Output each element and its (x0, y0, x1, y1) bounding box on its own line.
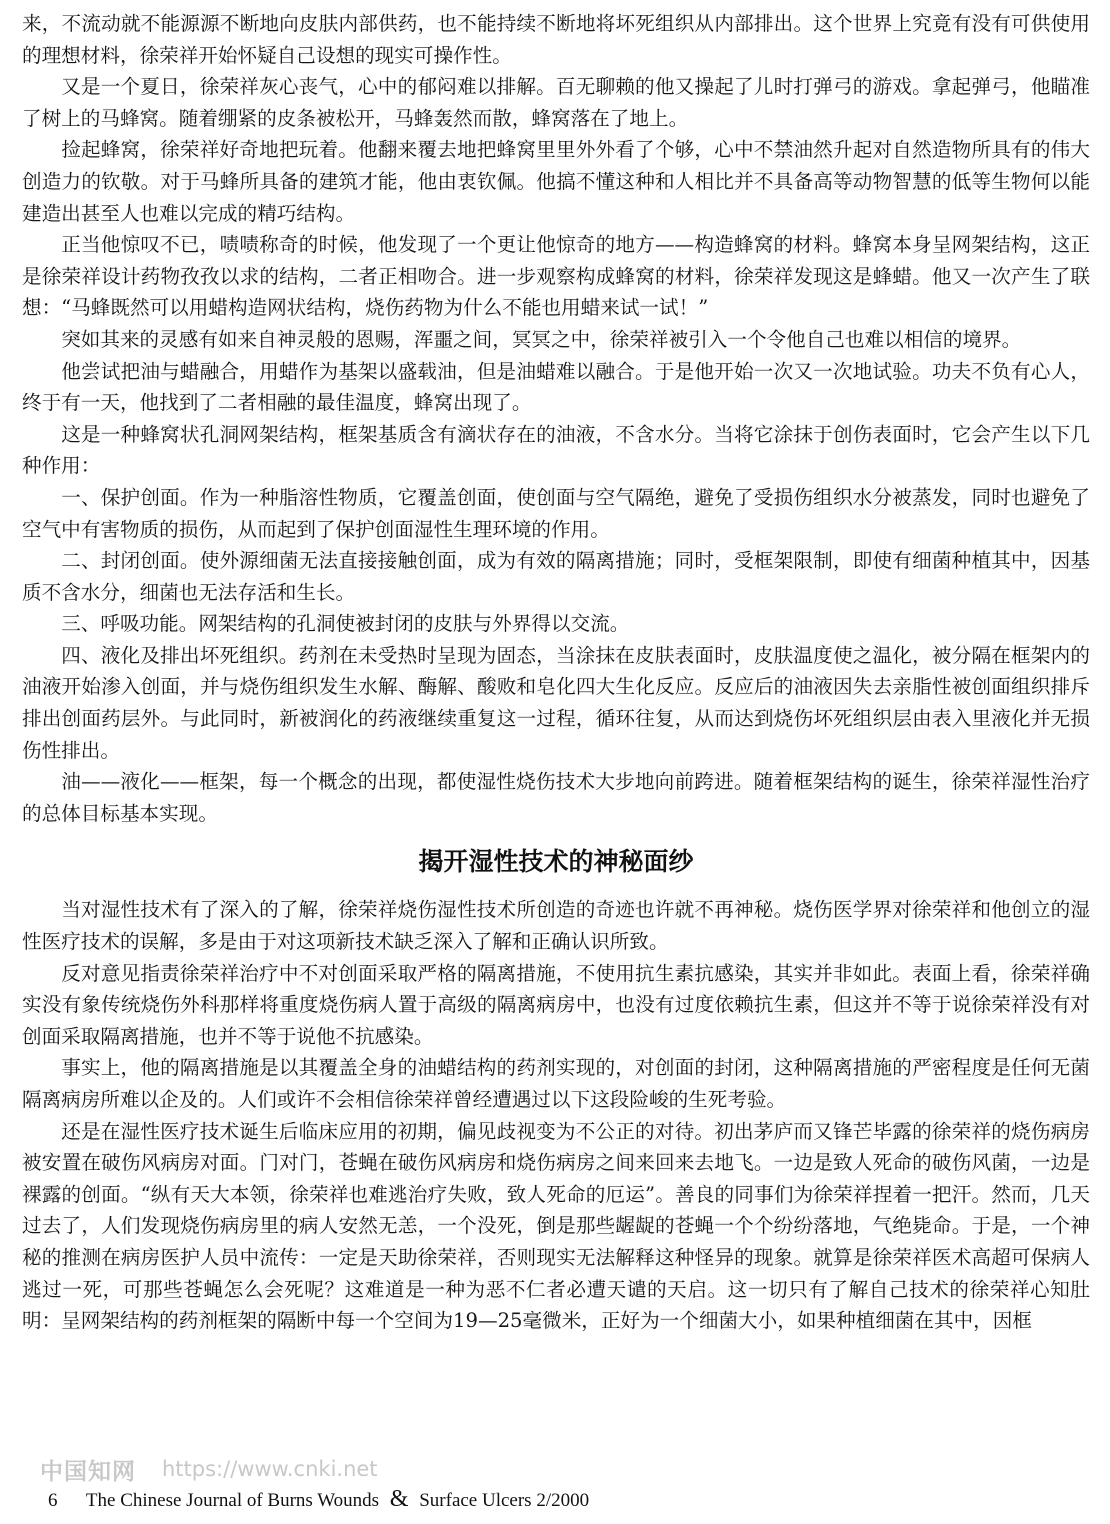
paragraph: 他尝试把油与蜡融合，用蜡作为基架以盛载油，但是油蜡难以融合。于是他开始一次又一次地试验。功夫不负有心人，终于有一天，他找到了二者相融的最佳温度，蜂窝出现了。 (22, 359, 1090, 415)
article-section-top (22, 8, 1090, 829)
journal-name-issue: Surface Ulcers 2/2000 (419, 1490, 590, 1511)
article-section-bottom (22, 894, 1090, 1336)
paragraph: 事实上，他的隔离措施是以其覆盖全身的油蜡结构的药剂实现的，对创面的封闭，这种隔离措施的严密程度是任何无菌隔离病房所难以企及的。人们或许不会相信徐荣祥曾经遭遇过以下这段险峻的生死考验。 (22, 1056, 1090, 1111)
paragraph: 四、液化及排出坏死组织。药剂在未受热时呈现为固态，当涂抹在皮肤表面时，皮肤温度使之温化，被分隔在框架内的油液开始渗入创面，并与烧伤组织发生水解、酶解、酸败和皂化四大生化反应。反应后的油液因失去亲脂性被创面组织排斥排出创面药层外。与此同时，新被润化的药液继续重复这一过程，循环往复，从而达到烧伤坏死组织层由表入里液化并无损伤性排出。 (22, 643, 1090, 762)
paragraph: 捡起蜂窝，徐荣祥好奇地把玩着。他翻来覆去地把蜂窝里里外外看了个够，心中不禁油然升起对自然造物所具有的伟大创造力的钦敬。对于马蜂所具备的建筑才能，他由衷钦佩。他搞不懂这种和人相比并不具备高等动物智慧的低等生物何以能建造出甚至人也难以完成的精巧结构。 (22, 138, 1090, 225)
cnki-watermark (40, 1454, 378, 1484)
paragraph: 一、保护创面。作为一种脂溶性物质，它覆盖创面，使创面与空气隔绝，避免了受损伤组织水分被蒸发，同时也避免了空气中有害物质的损伤，从而起到了保护创面湿性生理环境的作用。 (22, 485, 1090, 541)
paragraph: 反对意见指责徐荣祥治疗中不对创面采取严格的隔离措施，不使用抗生素抗感染，其实并非如此。表面上看，徐荣祥确实没有象传统烧伤外科那样将重度烧伤病人置于高级的隔离病房中，也没有过度依赖抗生素，但这并不等于说徐荣祥没有对创面采取隔离措施，也并不等于说他不抗感染。 (22, 961, 1090, 1048)
journal-ampersand: & (389, 1486, 409, 1512)
page-footer (48, 1486, 589, 1514)
section-heading: 揭开湿性技术的神秘面纱 (418, 847, 694, 877)
paragraph: 又是一个夏日，徐荣祥灰心丧气，心中的郁闷难以排解。百无聊赖的他又操起了儿时打弹弓的游戏。拿起弹弓，他瞄准了树上的马蜂窝。随着绷紧的皮条被松开，马蜂轰然而散，蜂窝落在了地上。 (22, 75, 1090, 130)
paragraph: 这是一种蜂窝状孔洞网架结构，框架基质含有滴状存在的油液，不含水分。当将它涂抹于创伤表面时，它会产生以下几种作用： (22, 422, 1090, 478)
page-number: 6 (48, 1490, 58, 1511)
paragraph: 还是在湿性医疗技术诞生后临床应用的初期，偏见歧视变为不公正的对待。初出茅庐而又锋芒毕露的徐荣祥的烧伤病房被安置在破伤风病房对面。门对门，苍蝇在破伤风病房和烧伤病房之间来回来去地飞。一边是致人死命的破伤风菌，一边是裸露的创面。“纵有天大本领，徐荣祥也难逃治疗失败，致人死命的厄运”。善良的同事们为徐荣祥捏着一把汗。然而，几天过去了，人们发现烧伤病房里的病人安然无恙，一个没死，倒是那些龌龊的苍蝇一个个纷纷落地，气绝毙命。于是，一个神秘的推测在病房医护人员中流传：一定是天助徐荣祥，否则现实无法解释这种怪异的现象。就算是徐荣祥医术高超可保病人逃过一死，可那些苍蝇怎么会死呢？这难道是一种为恶不仁者必遭天谴的天启。这一切只有了解自己技术的徐荣祥心知肚明：呈网架结构的药剂框架的隔断中每一个空间为19—25毫微米，正好为一个细菌大小，如果种植细菌在其中，因框 (22, 1119, 1090, 1333)
paragraph: 二、封闭创面。使外源细菌无法直接接触创面，成为有效的隔离措施；同时，受框架限制，即使有细菌种植其中，因基质不含水分，细菌也无法存活和生长。 (22, 549, 1090, 604)
watermark-url: https://www.cnki.net (162, 1457, 378, 1481)
article-body (22, 8, 1090, 1337)
paragraph: 当对湿性技术有了深入的了解，徐荣祥烧伤湿性技术所创造的奇迹也许就不再神秘。烧伤医学界对徐荣祥和他创立的湿性医疗技术的误解，多是由于对这项新技术缺乏深入了解和正确认识所致。 (22, 898, 1090, 954)
paragraph: 来，不流动就不能源源不断地向皮肤内部供药，也不能持续不断地将坏死组织从内部排出。这个世界上究竟有没有可供使用的理想材料，徐荣祥开始怀疑自己设想的现实可操作性。 (22, 12, 1090, 67)
journal-name: The Chinese Journal of Burns Wounds (85, 1490, 380, 1511)
paragraph: 正当他惊叹不已，啧啧称奇的时候，他发现了一个更让他惊奇的地方——构造蜂窝的材料。蜂窝本身呈网架结构，这正是徐荣祥设计药物孜孜以求的结构，二者正相吻合。进一步观察构成蜂窝的材料，徐荣祥发现这是蜂蜡。他又一次产生了联想：“马蜂既然可以用蜡构造网状结构，烧伤药物为什么不能也用蜡来试一试！” (22, 233, 1090, 320)
paragraph: 突如其来的灵感有如来自神灵般的恩赐，浑噩之间，冥冥之中，徐荣祥被引入一个令他自己也难以相信的境界。 (61, 327, 1022, 351)
paragraph: 三、呼吸功能。网架结构的孔洞使被封闭的皮肤与外界得以交流。 (61, 612, 630, 636)
watermark-logo: 中国知网 (40, 1458, 136, 1485)
paragraph: 油——液化——框架，每一个概念的出现，都使湿性烧伤技术大步地向前跨进。随着框架结构的诞生，徐荣祥湿性治疗的总体目标基本实现。 (22, 770, 1090, 825)
